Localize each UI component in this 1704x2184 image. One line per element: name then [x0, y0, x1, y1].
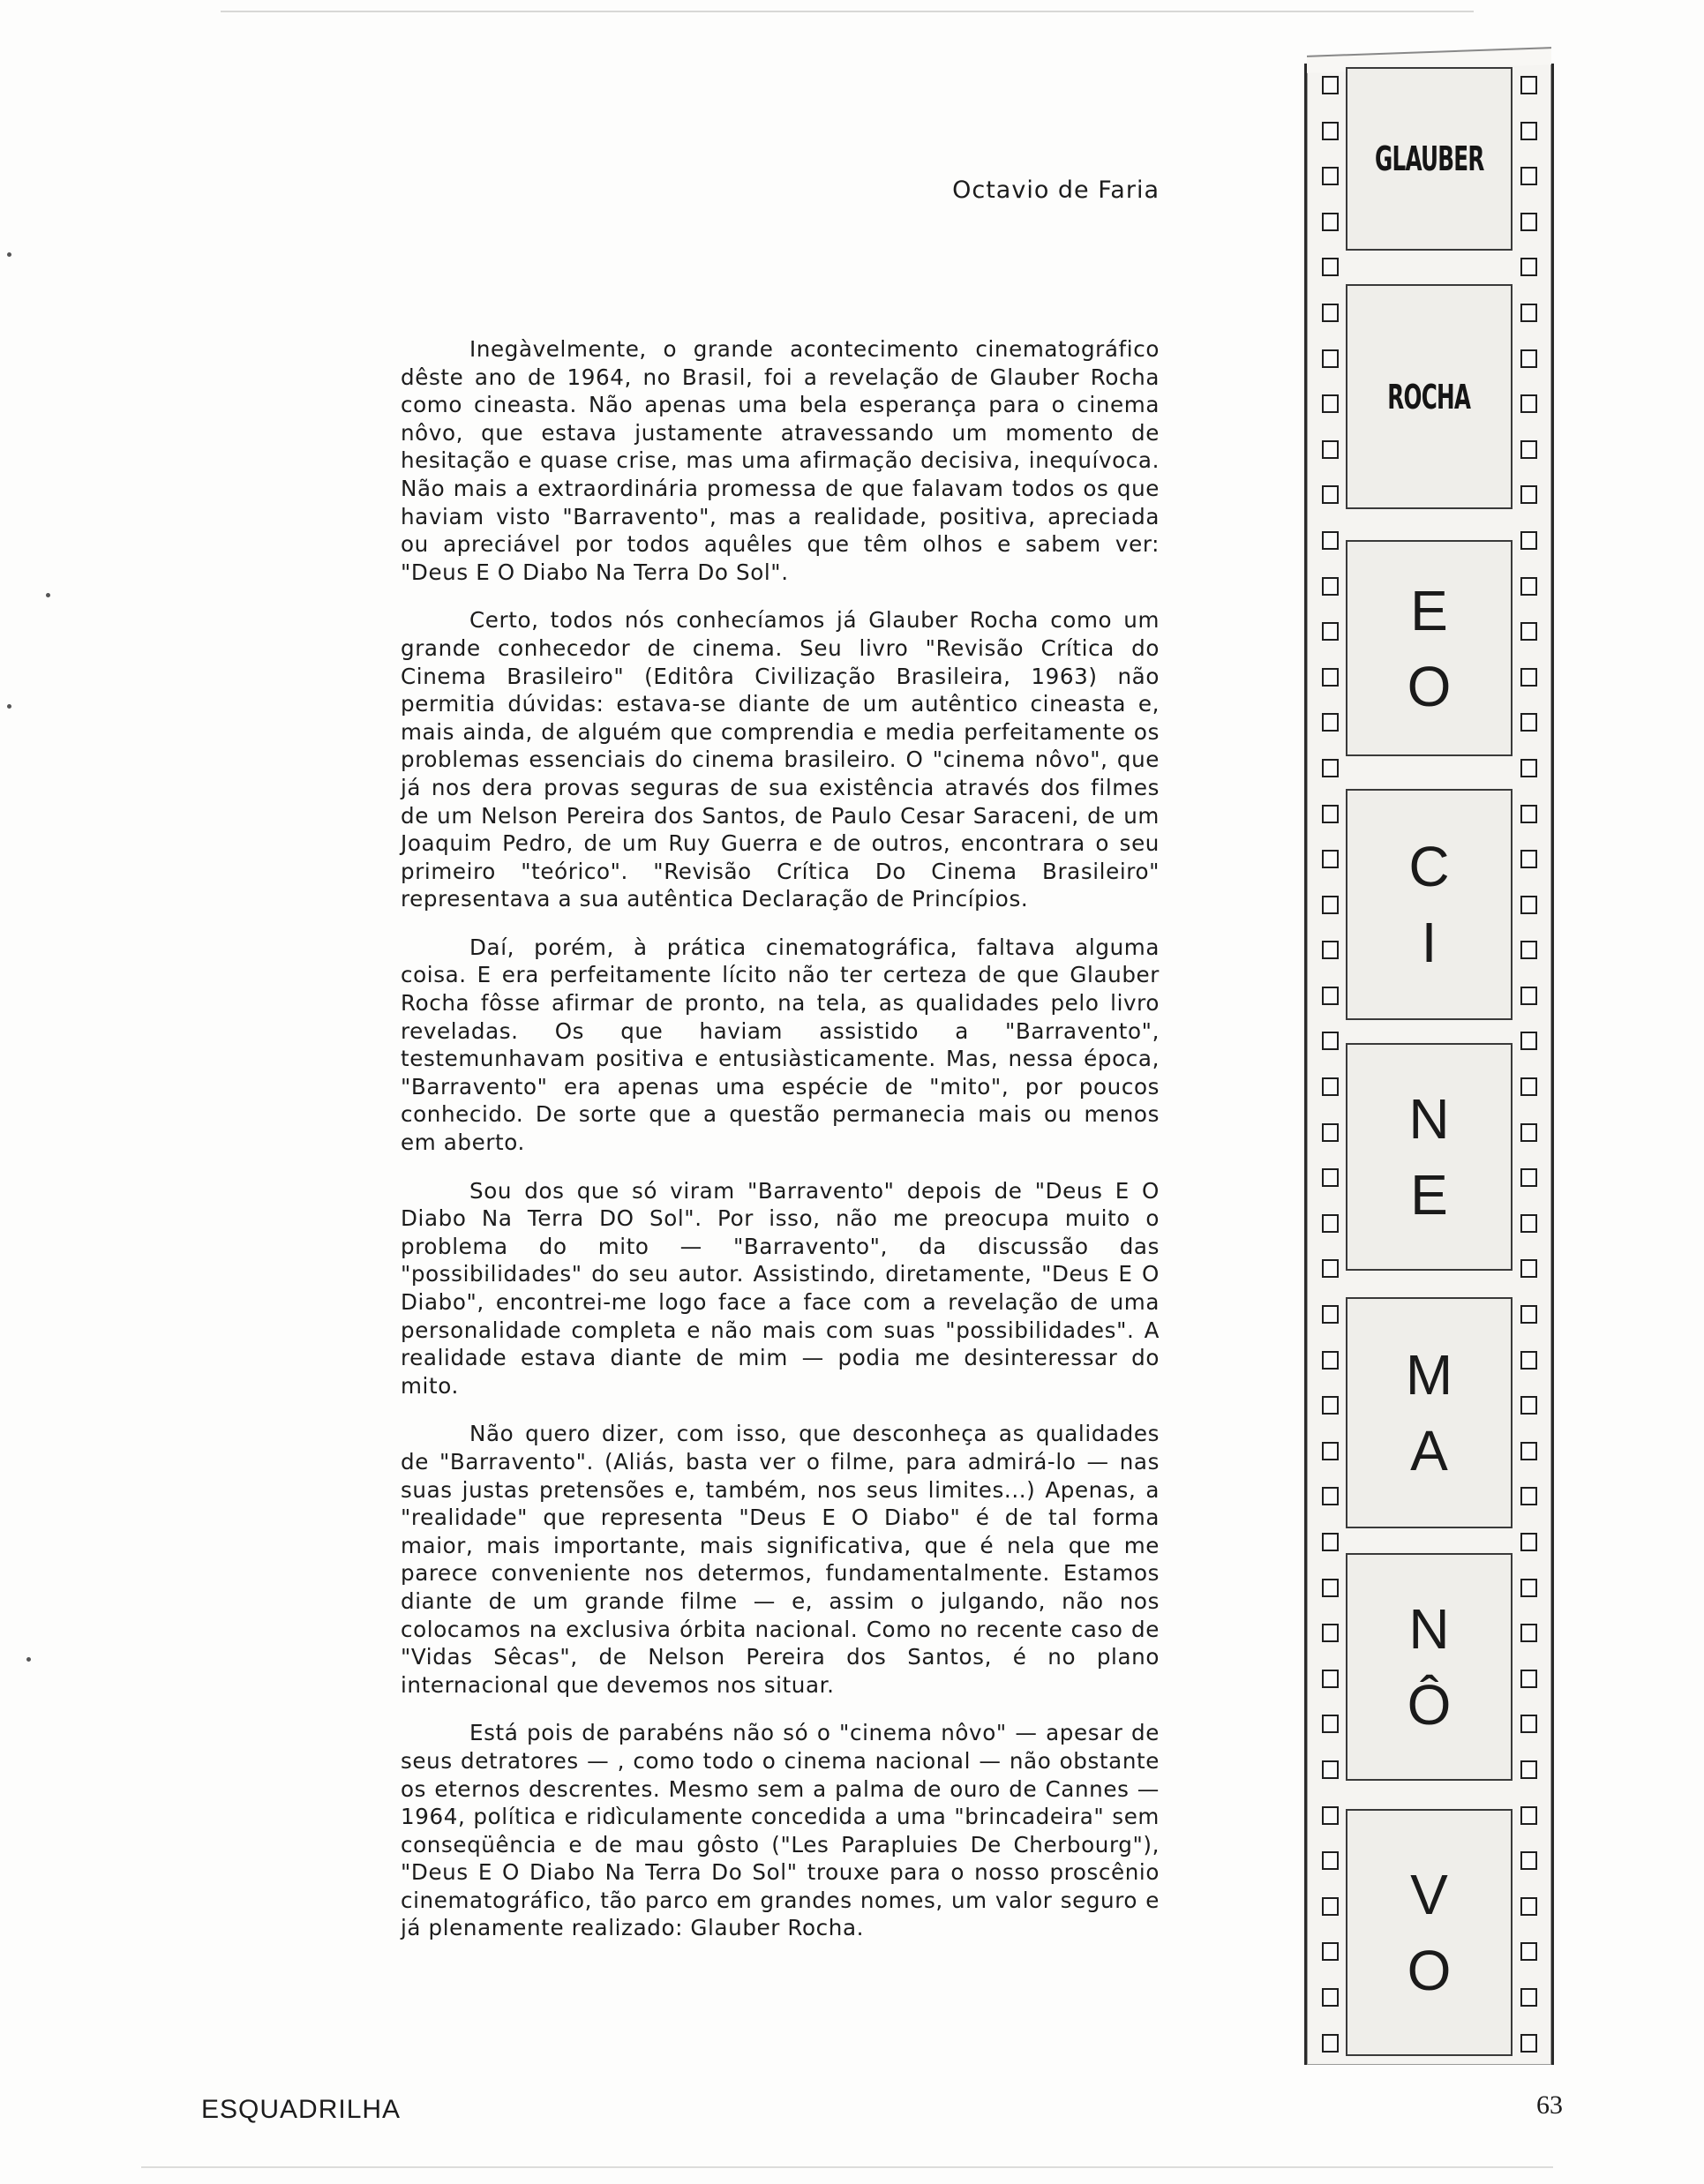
film-perforation [1322, 987, 1339, 1005]
film-perforation [1520, 1806, 1537, 1825]
film-perforation [1322, 1032, 1339, 1050]
film-perforation [1322, 1533, 1339, 1551]
film-perforation [1520, 76, 1537, 94]
film-perforation [1520, 167, 1537, 185]
film-perforation [1520, 1988, 1537, 2007]
film-frame-e-o [1346, 540, 1513, 756]
film-perforation [1322, 1396, 1339, 1415]
film-perforation [1520, 1396, 1537, 1415]
article-body [401, 335, 1160, 1963]
film-perforation [1520, 304, 1537, 322]
film-perforation [1322, 713, 1339, 732]
film-frame-n-e [1346, 1043, 1513, 1271]
author-name: Octavio de Faria [952, 176, 1160, 204]
film-perforation [1520, 122, 1537, 140]
film-perforation [1322, 1624, 1339, 1642]
film-perforation [1520, 1305, 1537, 1324]
film-perforation [1322, 531, 1339, 550]
film-perforation [1520, 987, 1537, 1005]
page-number: 63 [1536, 2090, 1563, 2120]
film-frame-n-o [1346, 1553, 1513, 1781]
film-perforation [1520, 1624, 1537, 1642]
frame-letter: V [1410, 1863, 1448, 1926]
film-perforation [1322, 850, 1339, 868]
top-rule [221, 11, 1474, 12]
film-perforations-right [1512, 64, 1545, 2065]
frame-word: GLAUBER [1374, 139, 1484, 178]
film-perforation [1520, 941, 1537, 959]
film-perforation [1322, 805, 1339, 823]
frame-letter: N [1408, 1597, 1450, 1661]
film-perforation [1322, 1168, 1339, 1187]
frame-letter: C [1408, 835, 1450, 898]
film-perforation [1520, 349, 1537, 368]
film-perforation [1520, 258, 1537, 276]
film-frame-c-i [1346, 789, 1513, 1020]
film-perforation [1520, 1442, 1537, 1460]
film-frame-rocha [1346, 284, 1513, 509]
film-perforation [1520, 531, 1537, 550]
film-perforation [1520, 1123, 1537, 1142]
paragraph: Sou dos que só viram "Barravento" depois de "Deus E O Diabo Na Terra DO Sol". Por isso, não me preocupa muito o problema do mito — "Barravento", da discussão das "possibilidades" do seu autor. Assistindo, diretamente, "Deus E O Diabo", encontrei-me logo face a face com a revelação de uma personalidade completa e não mais com suas "possibilidades". A realidade estava diante de mim — podia me desinteressar do mito. [401, 1177, 1160, 1399]
frame-letter: N [1408, 1087, 1450, 1151]
frame-letter: E [1410, 578, 1448, 642]
film-perforation [1520, 1214, 1537, 1233]
film-perforation [1322, 76, 1339, 94]
film-frame-glauber [1346, 67, 1513, 251]
film-perforation [1520, 1259, 1537, 1278]
bottom-rule [141, 2166, 1553, 2168]
film-perforation [1520, 1851, 1537, 1870]
film-perforation [1322, 1670, 1339, 1688]
film-perforation [1520, 713, 1537, 732]
film-perforation [1322, 1351, 1339, 1370]
film-perforation [1520, 1579, 1537, 1597]
film-perforation [1322, 1851, 1339, 1870]
film-perforation [1322, 622, 1339, 641]
film-perforation [1520, 1897, 1537, 1916]
film-perforation [1322, 668, 1339, 687]
film-perforation [1322, 485, 1339, 504]
film-perforation [1322, 2034, 1339, 2053]
film-perforation [1322, 394, 1339, 413]
film-perforation [1322, 1942, 1339, 1961]
film-perforation [1520, 1942, 1537, 1961]
film-perforation [1322, 304, 1339, 322]
film-perforation [1520, 896, 1537, 914]
film-perforation [1520, 1077, 1537, 1096]
frame-letter: M [1405, 1343, 1453, 1407]
film-perforation [1520, 622, 1537, 641]
film-perforation [1520, 850, 1537, 868]
frame-letter: O [1407, 654, 1452, 718]
film-perforation [1520, 485, 1537, 504]
film-perforation [1322, 896, 1339, 914]
paragraph: Não quero dizer, com isso, que desconheça as qualidades de "Barravento". (Aliás, basta ver o filme, para admirá-lo — nas suas justas pretensões e, também, nos seus limites...) Apenas, a "realidade" que representa "Deus E O Diabo" é de tal forma maior, mais importante, mais significativa, que é nela que me parece conveniente nos determos, fundamentalmente. Estamos diante de um grande filme — e, assim o julgando, não nos colocamos na exclusiva órbita nacional. Como no recente caso de "Vidas Sêcas", de Nelson Pereira dos Santos, é no plano internacional que devemos nos situar. [401, 1421, 1160, 1698]
margin-speck [7, 704, 11, 709]
film-perforation [1322, 349, 1339, 368]
film-perforation [1520, 759, 1537, 777]
margin-speck [46, 593, 50, 597]
frame-word: ROCHA [1387, 377, 1471, 417]
frame-letter: A [1410, 1419, 1448, 1482]
film-perforation [1520, 440, 1537, 459]
magazine-name: ESQUADRILHA [201, 2095, 402, 2124]
film-perforation [1520, 1715, 1537, 1733]
film-perforation [1520, 1533, 1537, 1551]
film-perforation [1322, 1259, 1339, 1278]
film-perforation [1322, 167, 1339, 185]
film-perforation [1322, 1806, 1339, 1825]
paragraph: Certo, todos nós conhecíamos já Glauber Rocha como um grande conhecedor de cinema. Seu livro "Revisão Crítica do Cinema Brasileiro" (Editôra Civilização Brasileira, 1963) não permitia dúvidas: estava-se diante de um autêntico cineasta e, mais ainda, de alguém que comprendia e media perfeitamente os problemas essenciais do cinema brasileiro. O "cinema nôvo", que já nos dera provas seguras de sua existência através dos filmes de um Nelson Pereira dos Santos, de Paulo Cesar Saraceni, de um Joaquim Pedro, de um Ruy Guerra e de outros, encontrara o seu primeiro "teórico". "Revisão Crítica Do Cinema Brasileiro" representava a sua autêntica Declaração de Princípios. [401, 607, 1160, 912]
paragraph: Daí, porém, à prática cinematográfica, faltava alguma coisa. E era perfeitamente lícito não ter certeza de que Glauber Rocha fôsse afirmar de pronto, na tela, as qualidades pelo livro reveladas. Os que haviam assistido a "Barravento", testemunhavam positiva e entusiàsticamente. Mas, nessa época, "Barravento" era apenas uma espécie de "mito", por poucos conhecido. De sorte que a questão permanecia mais ou menos em aberto. [401, 934, 1160, 1156]
film-perforation [1520, 1487, 1537, 1505]
film-perforation [1322, 1760, 1339, 1779]
film-perforation [1322, 213, 1339, 231]
film-perforation [1322, 1988, 1339, 2007]
film-frames [1346, 64, 1513, 2065]
film-perforation [1520, 1032, 1537, 1050]
paragraph: Está pois de parabéns não só o "cinema nôvo" — apesar de seus detratores — , como todo o cinema nacional — não obstante os eternos descrentes. Mesmo sem a palma de ouro de Cannes — 1964, política e ridìculamente concedida a uma "brincadeira" sem conseqüência e de mau gôsto ("Les Parapluies De Cherbourg"), "Deus E O Diabo Na Terra Do Sol" trouxe para o nosso proscênio cinematográfico, tão parco em grandes nomes, um valor seguro e já plenamente realizado: Glauber Rocha. [401, 1720, 1160, 1941]
frame-letter: Ô [1407, 1673, 1452, 1737]
film-perforation [1520, 394, 1537, 413]
margin-speck [7, 252, 11, 257]
film-perforation [1322, 1305, 1339, 1324]
film-perforation [1322, 577, 1339, 596]
film-perforation [1322, 1579, 1339, 1597]
film-perforation [1520, 1168, 1537, 1187]
film-perforation [1322, 1077, 1339, 1096]
film-frame-m-a [1346, 1297, 1513, 1528]
film-perforation [1322, 258, 1339, 276]
film-perforation [1322, 759, 1339, 777]
film-perforation [1520, 1670, 1537, 1688]
film-perforation [1322, 1442, 1339, 1460]
film-perforation [1322, 122, 1339, 140]
film-perforation [1520, 213, 1537, 231]
margin-speck [26, 1657, 31, 1662]
film-perforation [1322, 1487, 1339, 1505]
film-perforation [1322, 1715, 1339, 1733]
film-perforation [1520, 1760, 1537, 1779]
film-perforation [1322, 1214, 1339, 1233]
film-perforation [1322, 941, 1339, 959]
film-perforation [1322, 440, 1339, 459]
frame-letter: E [1410, 1163, 1448, 1227]
film-perforation [1520, 1351, 1537, 1370]
film-frame-v-o [1346, 1809, 1513, 2056]
film-strip [1304, 64, 1554, 2065]
frame-letter: O [1407, 1939, 1452, 2002]
film-perforations-left [1313, 64, 1347, 2065]
frame-letter: I [1421, 911, 1438, 974]
film-perforation [1520, 805, 1537, 823]
film-perforation [1520, 668, 1537, 687]
film-perforation [1322, 1123, 1339, 1142]
film-perforation [1520, 577, 1537, 596]
film-perforation [1520, 2034, 1537, 2053]
film-perforation [1322, 1897, 1339, 1916]
paragraph: Inegàvelmente, o grande acontecimento cinematográfico dêste ano de 1964, no Brasil, foi a revelação de Glauber Rocha como cineasta. Não apenas uma bela esperança para o cinema nôvo, que estava justamente atravessando um momento de hesitação e quase crise, mas uma afirmação decisiva, inequívoca. Não mais a extraordinária promessa de que falavam todos os que haviam visto "Barravento", mas a realidade, positiva, apreciada ou apreciável por todos aquêles que têm olhos e sabem ver: "Deus E O Diabo Na Terra Do Sol". [401, 336, 1160, 585]
